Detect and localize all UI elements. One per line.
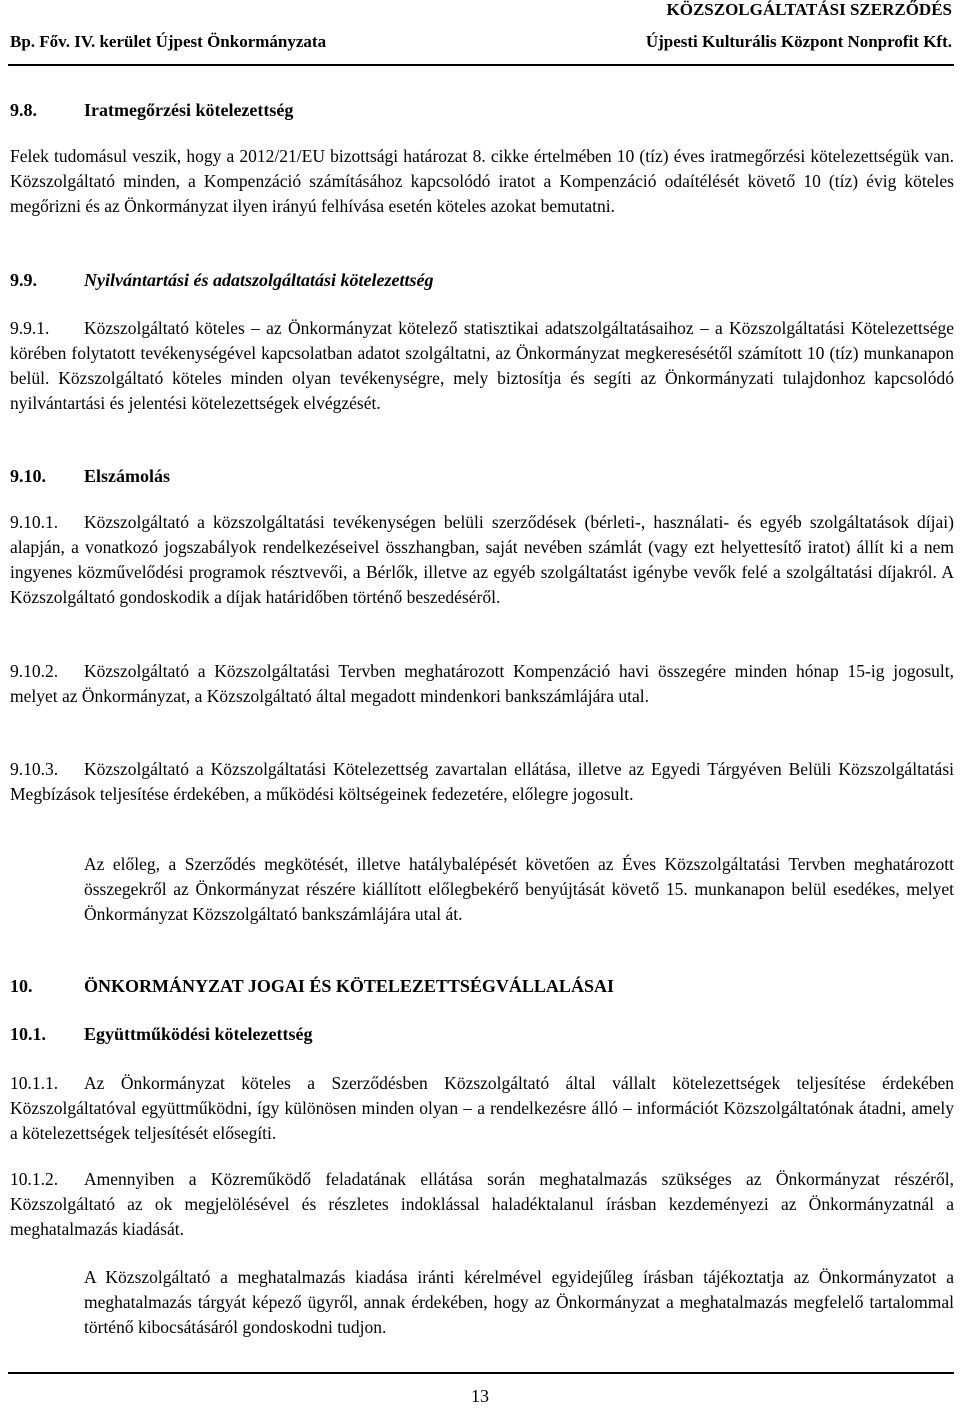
section-number: 10.	[10, 976, 33, 996]
paragraph-number: 10.1.2.	[10, 1169, 59, 1189]
paragraph-text: Közszolgáltató a Közszolgáltatási Kötelezettség zavartalan ellátása, illetve az Egyedi Tárgyéven Belüli Közszolgáltatási Megbízások teljesítése érdekében, a működési költségeinek fedezetére, előlegre jogosult.	[10, 759, 954, 804]
page-number: 13	[471, 1386, 489, 1406]
section-number: 9.10.	[10, 466, 46, 486]
paragraph-number: 9.9.1.	[10, 318, 50, 338]
header-right-party: Újpesti Kulturális Központ Nonprofit Kft.	[645, 32, 952, 51]
footer-divider	[8, 1372, 954, 1374]
paragraph-9-10-2	[10, 659, 954, 709]
section-title: ÖNKORMÁNYZAT JOGAI ÉS KÖTELEZETTSÉGVÁLLALÁSAI	[84, 976, 614, 996]
paragraph-9-10-1	[10, 510, 954, 610]
paragraph-9-8: Felek tudomásul veszik, hogy a 2012/21/EU bizottsági határozat 8. cikke értelmében 10 (tíz) éves iratmegőrzési kötelezettségük van. Közszolgáltató minden, a Kompenzáció számításához kapcsolódó iratot a Kompenzáció odaítélését követő 10 (tíz) évig köteles megőrizni és az Önkormányzat ilyen irányú felhívása esetén köteles azokat bemutatni.	[10, 146, 954, 216]
paragraph-number: 10.1.1.	[10, 1073, 59, 1093]
paragraph-text: Közszolgáltató a Közszolgáltatási Tervben meghatározott Kompenzáció havi összegére minden hónap 15-ig jogosult, melyet az Önkormányzat, a Közszolgáltató által megadott mindenkori bankszámlájára utal.	[10, 661, 954, 706]
paragraph-number: 9.10.1.	[10, 512, 59, 532]
header-left-party: Bp. Főv. IV. kerület Újpest Önkormányzata	[10, 32, 327, 51]
paragraph-text: Az Önkormányzat köteles a Szerződésben Közszolgáltató által vállalt kötelezettségek teljesítése érdekében Közszolgáltatóval együttműködni, így különösen minden olyan – a rendelkezésre álló – információt Közszolgáltatónak átadni, amely a kötelezettségek teljesítését elősegíti.	[10, 1073, 954, 1143]
section-title: Együttműködési kötelezettség	[84, 1024, 313, 1044]
section-number: 10.1.	[10, 1024, 46, 1044]
section-title: Iratmegőrzési kötelezettség	[84, 100, 294, 120]
paragraph-10-1-2	[10, 1167, 954, 1242]
document-title: KÖZSZOLGÁLTATÁSI SZERZŐDÉS	[666, 0, 952, 19]
paragraph-9-10-3-continued: Az előleg, a Szerződés megkötését, illetve hatálybalépését követően az Éves Közszolgáltatási Tervben meghatározott összegekről az Önkormányzat részére kiállított előlegbekérő benyújtását követő 15. munkanapon belül esedékes, melyet Önkormányzat Közszolgáltató bankszámlájára utal át.	[84, 854, 954, 924]
header-divider	[8, 64, 954, 66]
section-number: 9.8.	[10, 100, 37, 120]
section-title: Nyilvántartási és adatszolgáltatási kötelezettség	[84, 270, 434, 290]
paragraph-10-1-2-continued: A Közszolgáltató a meghatalmazás kiadása iránti kérelmével egyidejűleg írásban tájékoztatja az Önkormányzatot a meghatalmazás tárgyát képező ügyről, annak érdekében, hogy az Önkormányzat a meghatalmazás megfelelő tartalommal történő kibocsátásáról gondoskodni tudjon.	[84, 1267, 954, 1337]
paragraph-text: Közszolgáltató a közszolgáltatási tevékenységen belüli szerződések (bérleti-, használati- és egyéb szolgáltatások díjai) alapján, a vonatkozó jogszabályok rendelkezéseivel összhangban, saját nevében számlát (vagy ezt helyettesítő iratot) állít ki a nem ingyenes közművelődési programok résztvevői, a Bérlők, illetve az egyéb szolgáltatást igénybe vevők felé a szolgáltatási díjakról. A Közszolgáltató gondoskodik a díjak határidőben történő beszedéséről.	[10, 512, 954, 607]
section-title: Elszámolás	[84, 466, 171, 486]
section-number: 9.9.	[10, 270, 37, 290]
paragraph-9-10-3	[10, 757, 954, 807]
paragraph-text: Amennyiben a Közreműködő feladatának ellátása során meghatalmazás szükséges az Önkormányzat részéről, Közszolgáltató az ok megjelölésével és részletes indoklással haladéktalanul írásban kezdeményezi az Önkormányzatnál a meghatalmazás kiadását.	[10, 1169, 954, 1239]
paragraph-text: Közszolgáltató köteles – az Önkormányzat kötelező statisztikai adatszolgáltatásaihoz – a Közszolgáltatási Kötelezettsége körében folytatott tevékenységével kapcsolatban adatot szolgáltatni, az Önkormányzat megkeresésétől számított 10 (tíz) munkanapon belül. Közszolgáltató köteles minden olyan tevékenységre, mely biztosítja és segíti az Önkormányzati tulajdonhoz kapcsolódó nyilvántartási és jelentési kötelezettségek elvégzését.	[10, 318, 954, 413]
paragraph-number: 9.10.3.	[10, 759, 59, 779]
paragraph-10-1-1	[10, 1071, 954, 1146]
paragraph-number: 9.10.2.	[10, 661, 59, 681]
paragraph-9-9-1	[10, 316, 954, 416]
